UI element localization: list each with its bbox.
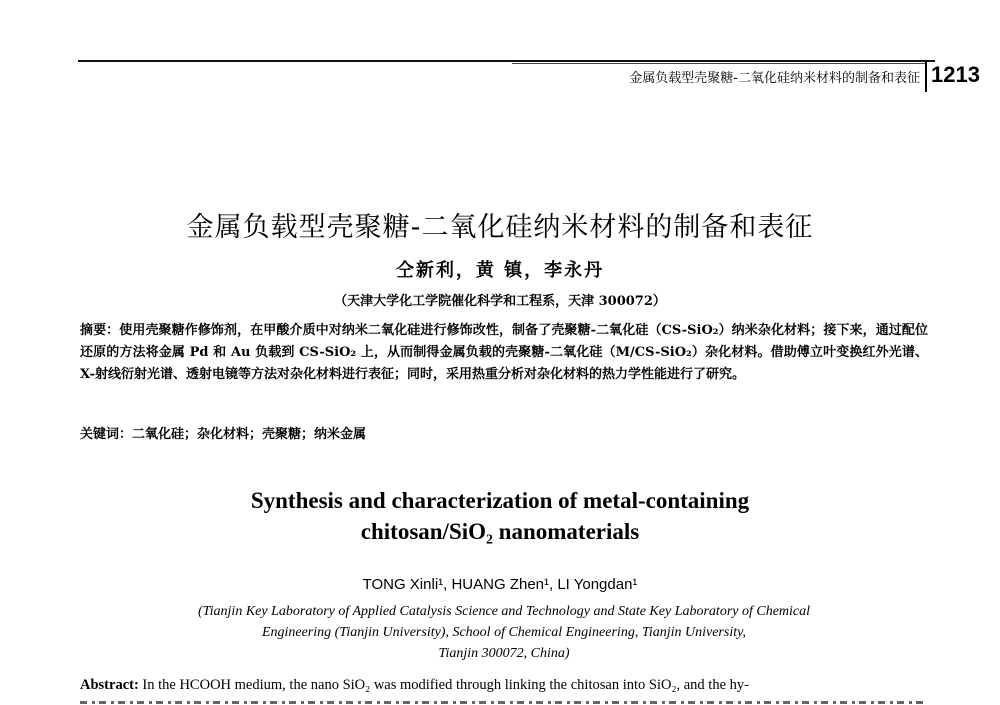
- running-title: 金属负载型壳聚糖-二氧化硅纳米材料的制备和表征: [629, 71, 920, 86]
- english-abstract-label: Abstract:: [80, 677, 139, 693]
- page-number: 1213: [931, 62, 980, 87]
- english-affiliation-line2: Engineering (Tianjin University), School of Chemical Engineering, Tianjin University,: [261, 625, 747, 640]
- english-affiliation-line1: (Tianjin Key Laboratory of Applied Catalysis Science and Technology and State Key Laboratory of Chemical: [197, 604, 811, 619]
- english-affiliation-line3: Tianjin 300072, China): [438, 646, 570, 661]
- header-rule-thin: [512, 63, 925, 64]
- english-title-line1: Synthesis and characterization of metal-containing: [250, 488, 750, 513]
- chinese-keywords-text: 二氧化硅；杂化材料；壳聚糖；纳米金属: [132, 427, 367, 442]
- chinese-affiliation: （天津大学化工学院催化科学和工程系，天津 300072）: [334, 294, 666, 309]
- chinese-title: 金属负载型壳聚糖-二氧化硅纳米材料的制备和表征: [186, 212, 814, 243]
- chinese-keywords-label: 关键词：: [80, 427, 133, 442]
- english-affiliation: [80, 601, 928, 664]
- header-divider: [925, 62, 927, 92]
- chinese-abstract-label: 摘要：: [80, 323, 120, 338]
- chinese-authors: 仝新利，黄 镇，李永丹: [395, 260, 605, 281]
- chinese-keywords: [80, 424, 928, 446]
- chinese-abstract-text: 使用壳聚糖作修饰剂，在甲酸介质中对纳米二氧化硅进行修饰改性，制备了壳聚糖-二氧化硅（CS-SiO₂）纳米杂化材料；接下来，通过配位还原的方法将金属 Pd 和 Au 负载到 CS-SiO₂ 上，从而制得金属负载的壳聚糖-二氧化硅（M/CS-SiO₂）杂化材料。借助傅立叶变换红外光谱、X-射线衍射光谱、透射电镜等方法对杂化材料进行表征；同时，采用热重分析对杂化材料的热力学性能进行了研究。: [80, 323, 928, 382]
- english-abstract: [80, 674, 928, 696]
- english-title-line2: chitosan/SiO₂ nanomaterials: [360, 519, 640, 544]
- header-rule: [78, 60, 935, 62]
- english-abstract-text: In the HCOOH medium, the nano SiO₂ was modified through linking the chitosan into SiO₂, and the hy-: [142, 677, 749, 693]
- cut-off-next-line: [80, 698, 928, 705]
- english-title: [100, 485, 900, 547]
- chinese-abstract: [80, 320, 928, 386]
- english-authors: TONG Xinli¹, HUANG Zhen¹, LI Yongdan¹: [362, 576, 638, 593]
